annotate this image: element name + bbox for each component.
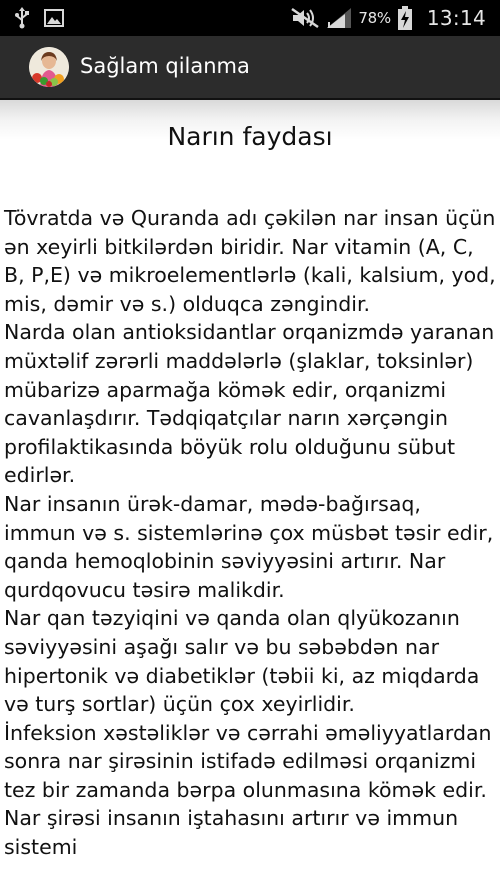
usb-icon	[14, 7, 30, 29]
status-notifications	[14, 6, 64, 30]
article-paragraph: Narda olan antioksidantlar orqanizmdə yaranan müxtəlif zərərli maddələrlə (şlaklar, toksinlər) mübarizə aparmağa kömək edir, orqanizmi cavanlaşdırır. Tədqiqatçılar narın xərçəngin profilaktikasında böyük rolu olduğunu sübut edirlər.	[4, 320, 495, 488]
article-paragraph: Nar qan təzyiqini və qanda olan qlyükozanın səviyyəsini aşağı salır və bu səbəbdən nar hipertonik və diabetiklər (təbii ki, az miqdarda və turş sortlar) üçün çox xeyirlidir.	[4, 606, 480, 717]
mute-icon	[290, 7, 320, 29]
vegetables-girl-icon[interactable]	[29, 47, 69, 87]
article-content[interactable]	[0, 100, 500, 889]
article-paragraph: Tövratda və Quranda adı çəkilən nar insan üçün ən xeyirli bitkilərdən biridir. Nar vitamin (A, C, B, P,E) və mikroelementlərlə (kali, kalsium, yod, mis, dəmir və s.) olduqca zəngindir.	[4, 206, 496, 316]
image-icon	[44, 9, 64, 27]
status-system	[290, 0, 486, 36]
status-bar	[0, 0, 500, 36]
status-clock: 13:14	[426, 6, 486, 30]
article-paragraph: İnfeksion xəstəliklər və cərrahi əməliyyatlardan sonra nar şirəsinin istifadə edilməsi orqanizmi tez bir zamanda bərpa olunmasına kömək edir. Nar şirəsi insanın iştahasını artırır və immun sistemi	[4, 720, 492, 860]
action-bar	[0, 36, 500, 100]
battery-percent: 78%	[358, 9, 391, 27]
article-body	[4, 204, 499, 862]
battery-charging-icon	[397, 6, 413, 30]
article-title: Narın faydası	[167, 122, 333, 151]
app-title: Sağlam qilanma	[80, 54, 250, 78]
article-paragraph: Nar insanın ürək-damar, mədə-bağırsaq, immun və s. sistemlərinə çox müsbət təsir edir, qanda hemoqlobinin səviyyəsini artırır. Nar qurdqovucu təsirə malikdir.	[4, 491, 494, 602]
signal-icon	[326, 7, 352, 29]
